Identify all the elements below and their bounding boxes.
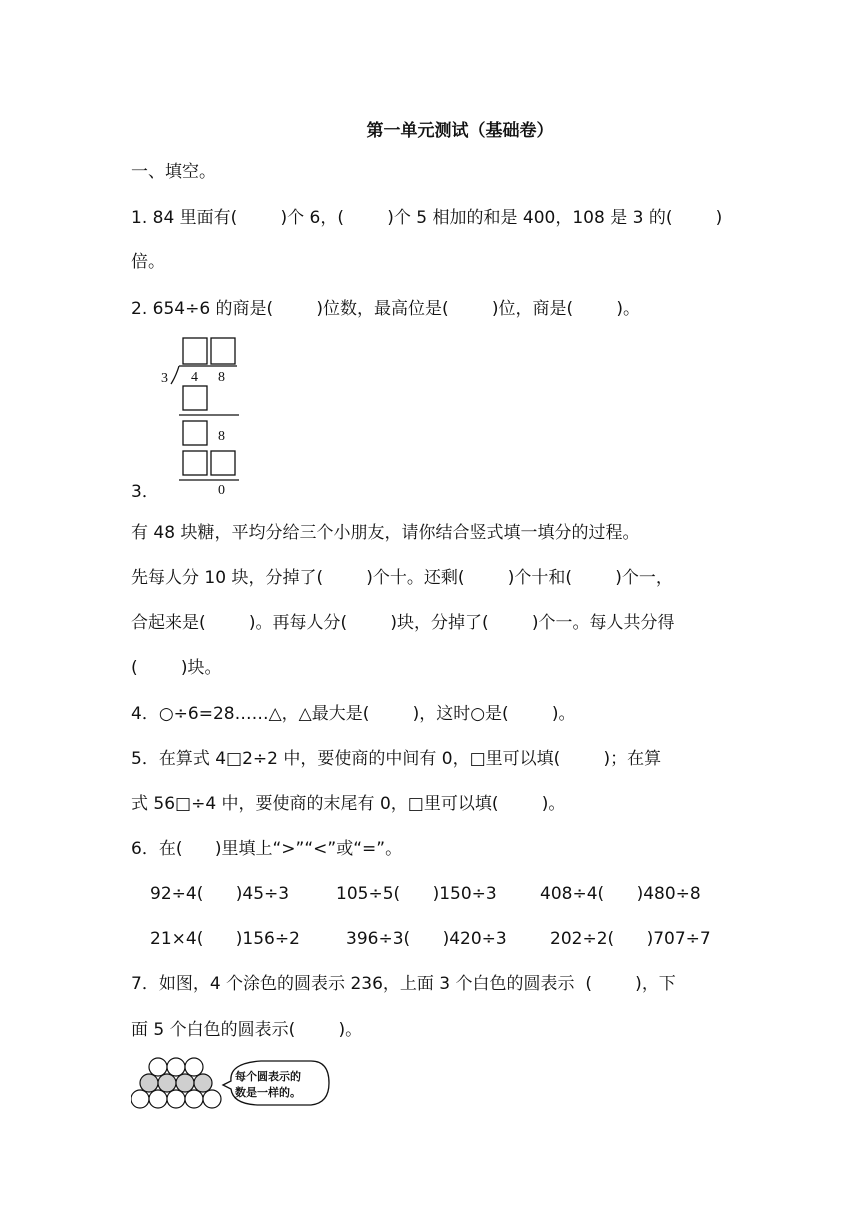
circles-figure [131,1055,331,1115]
answer-box-ones [211,338,235,364]
compare-item: 92÷4( )45÷3 [150,884,290,904]
answer-box-tens [183,338,207,364]
long-division-figure [157,336,247,498]
product-box-2 [211,451,235,475]
question-1-line-1: 1. 84 里面有( )个 6，( )个 5 相加的和是 400，108 是 3 的( ) [131,208,723,228]
question-2: 2. 654÷6 的商是( )位数，最高位是( )位，商是( )。 [131,299,641,319]
bubble-text-line-1: 每个圆表示的 [235,1070,301,1083]
remainder: 0 [218,483,225,498]
question-1-line-2: 倍。 [131,252,165,272]
question-3-line-3: 合起来是( )。再每人分( )块，分掉了( )个一。每人共分得 [131,613,675,633]
remaining-box [183,421,207,445]
section-heading: 一、填空。 [131,162,216,182]
question-4: 4．○÷6=28……△，△最大是( )，这时○是( )。 [131,704,576,724]
question-3-line-2: 先每人分 10 块，分掉了( )个十。还剩( )个十和( )个一， [131,568,673,588]
dividend-digit-tens: 4 [191,370,198,385]
compare-item: 202÷2( )707÷7 [550,929,711,949]
bottom-white-circles [131,1090,221,1108]
top-white-circles [149,1058,203,1076]
product-box-1 [183,451,207,475]
partial-dividend: 8 [218,429,225,444]
compare-item: 408÷4( )480÷8 [540,884,701,904]
compare-item: 396÷3( )420÷3 [346,929,507,949]
dividend-digit-ones: 8 [218,370,225,385]
question-3-line-4: ( )块。 [131,658,222,678]
page-title: 第一单元测试（基础卷） [366,121,554,141]
question-6: 6．在( )里填上“>”“<”或“=”。 [131,839,403,859]
shaded-circles [140,1074,212,1092]
question-3-line-1: 有 48 块糖，平均分给三个小朋友，请你结合竖式填一填分的过程。 [131,523,640,543]
question-5-line-2: 式 56□÷4 中，要使商的末尾有 0，□里可以填( )。 [131,794,566,814]
question-7-line-1: 7．如图，4 个涂色的圆表示 236，上面 3 个白色的圆表示 ( )，下 [131,974,676,994]
compare-item: 105÷5( )150÷3 [336,884,497,904]
divisor: 3 [161,371,168,386]
question-5-line-1: 5．在算式 4□2÷2 中，要使商的中间有 0，□里可以填( )；在算 [131,749,662,769]
compare-item: 21×4( )156÷2 [150,929,300,949]
bubble-text-line-2: 数是一样的。 [235,1086,301,1099]
product-box-tens [183,386,207,410]
question-7-line-2: 面 5 个白色的圆表示( )。 [131,1020,363,1040]
question-3-number: 3． [131,482,159,502]
